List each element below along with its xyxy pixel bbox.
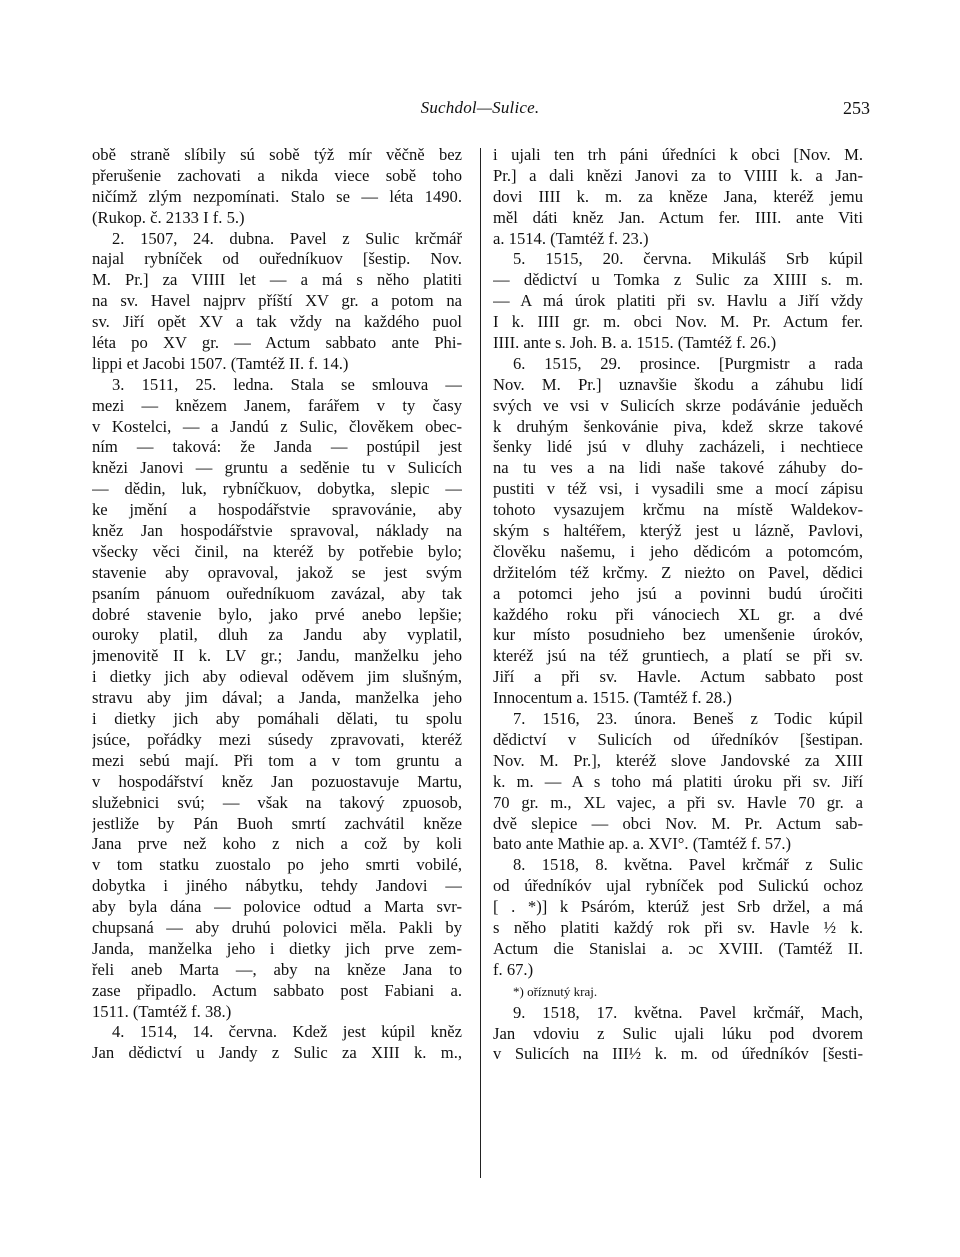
text-line: Nov. M. Pr.], kteréž slove Jandovské za XIII [493, 750, 863, 770]
column-divider [480, 148, 481, 1178]
left-column [92, 145, 462, 1064]
running-title: Suchdol—Sulice. [420, 98, 540, 117]
text-line: k. m. — A s toho má platiti úroku při sv. Jiří [493, 771, 863, 791]
text-line: aby byla dána — polovice odtud a Marta svr- [92, 897, 462, 917]
text-line: 5. 1515, 20. června. Mikuláš Srb kúpil [513, 249, 863, 269]
text-line: od úředníkóv ujal rybníček pod Sulickú ochoz [493, 876, 863, 896]
text-line: ním — taková: že Janda — postúpil jest [92, 437, 462, 457]
text-line: v Kostelci, — a Jandú z Sulic, člověkem obec- [92, 416, 462, 436]
text-line: jmenovitě II k. LV gr.; Jandu, manželku jeho [92, 646, 462, 666]
text-line: Nov. M. Pr.] uznavšie škodu a záhubu lidí [493, 374, 863, 394]
page-header [90, 98, 870, 124]
text-line: Jana prve než koho z nich a což by koli [92, 834, 462, 854]
text-line: dědictví v Sulicích od úředníkóv [šestipan. [493, 729, 863, 749]
right-column-continuation [493, 1003, 863, 1066]
text-line: sv. Jiří opět XV a tak vždy na každého puol [92, 312, 462, 332]
text-line: — dědin, luk, rybníčkuov, dobytka, slepic — [92, 479, 462, 499]
text-line: I k. IIII gr. m. obci Nov. M. Pr. Actum fer. [493, 312, 863, 332]
text-line: 7. 1516, 23. února. Beneš z Todic kúpil [513, 709, 863, 729]
text-line: kteréž jsú na též gruntiech, a platí se při sv. [493, 646, 863, 666]
right-column [493, 145, 863, 1065]
text-line: v tom statku zuostalo po jeho smrti vobilé, [92, 855, 462, 875]
text-line: člověku našemu, i jeho dědicóm a potomcóm, [493, 541, 863, 561]
text-line: mezi — knězem Janem, farářem v ty časy [92, 395, 462, 415]
text-line: stavenie aby opravoval, jakož se jest svým [92, 562, 462, 582]
text-line: — A má úrok platiti při sv. Havlu a Jiří vždy [493, 291, 863, 311]
text-line: mezi sebú mají. Při tom a v tom gruntu a [92, 750, 462, 770]
text-line: i ujali ten trh páni úředníci k obci [Nov. M. [493, 145, 863, 164]
text-line: v hospodářství kněz Jan pozuostavuje Martu, [92, 771, 462, 791]
text-line: šenky lidé jsú v dluhy zacházeli, i nechtiece [493, 437, 863, 457]
text-line: 1511. (Tamtéž f. 38.) [92, 1001, 232, 1021]
text-line: i dietky jich aby odieval oděvem jim slušným, [92, 667, 462, 687]
text-line: přerušenie zachovati a nikda viece sobě toho [92, 165, 462, 185]
text-line: Jan dědictví u Jandy z Sulic za XIII k. m., [92, 1043, 462, 1063]
text-line: 6. 1515, 29. prosince. [Purgmistr a rada [513, 353, 863, 373]
text-line: bato ante Mathie ap. a. XVI°. (Tamtéž f. 57.) [493, 834, 792, 854]
text-line: ke jmění a hospodářstvie spravovánie, aby [92, 500, 462, 520]
text-line: dobytka i jiného nábytku, tehdy Jandovi — [92, 876, 462, 896]
text-line: kněz Jan hospodářstvie spravoval, náklady na [92, 521, 462, 541]
text-line: dobré stavenie bylo, jako prvé anebo lepšie; [92, 604, 462, 624]
text-line: v Sulicích na III½ k. m. od úředníkóv [šesti- [493, 1044, 863, 1064]
text-line: 8. 1518, 8. května. Pavel krčmář z Sulic [513, 855, 863, 875]
text-line: 2. 1507, 24. dubna. Pavel z Sulic krčmář [112, 228, 462, 248]
text-line: Jan vdoviu z Sulic ujali lúku pod dvorem [493, 1023, 863, 1043]
text-line: Pr.] a dali knězi Janovi za to VIIII k. a Jan- [493, 165, 863, 185]
text-line: a potomci jeho jsú a povinni budú úročiti [493, 583, 863, 603]
text-line: svých ve vsi v Sulicích skrze podávánie jeduěch [493, 395, 863, 415]
text-line: 4. 1514, 14. června. Kdež jest kúpil kněz [112, 1022, 462, 1042]
text-line: 9. 1518, 17. května. Pavel krčmář, Mach, [513, 1002, 863, 1022]
text-line: jestliže by Pán Buoh smrtí zachvátil kněze [92, 813, 462, 833]
text-line: a. 1514. (Tamtéž f. 23.) [493, 228, 649, 248]
text-line: Actum die Stanislai a. ɔc XVIII. (Tamtéž II. [493, 938, 863, 958]
text-line: ničímž zlým nezpomínati. Stalo se — léta 1490. [92, 186, 462, 206]
text-line: všecky věci činil, na kteréž by potřebie bylo; [92, 541, 462, 561]
text-line: tohoto vysazujem krčmu na místě Waldekov- [493, 500, 863, 520]
text-line: kur místo posudnieho bez umenšenie úrokóv, [493, 625, 863, 645]
text-line: lippi et Jacobi 1507. (Tamtéž II. f. 14.) [92, 353, 349, 373]
text-line: IIII. ante s. Joh. B. a. 1515. (Tamtéž f. 26.) [493, 333, 777, 353]
text-line: psaním pánuom ouředníkuom zavázal, aby tak [92, 583, 462, 603]
text-line: zase připadlo. Actum sabbato post Fabiani a. [92, 980, 462, 1000]
text-line: měl dáti kněz Jan. Actum fer. IIII. ante Viti [493, 207, 863, 227]
text-line: dvě slepice — obci Nov. M. Pr. Actum sab- [493, 813, 863, 833]
text-line: Jiří a při sv. Havle. Actum sabbato post [493, 667, 863, 687]
text-line: na tu ves a na lidi naše takové záhuby do- [493, 458, 863, 478]
text-line: obě straně slíbily sú sobě týž mír věčně bez [92, 145, 462, 164]
text-line: jsúce, pořádky mezi súsedy zpravovati, kteréž [92, 729, 462, 749]
text-line: s něho platiti každý rok při sv. Havle ½ k. [493, 917, 863, 937]
text-line: [ . *)] k Psáróm, kterúž jest Srb držel, a má [493, 897, 863, 917]
text-line: na sv. Havel najprv příští XV gr. a potom na [92, 291, 462, 311]
page-number: 253 [843, 98, 870, 118]
text-line: knězi Janovi — gruntu a seděnie tu v Sulicích [92, 458, 462, 478]
text-line: léta po XV gr. — Actum sabbato ante Phi- [92, 333, 462, 353]
text-line: dovi IIII k. m. za kněze Jana, kteréž jemu [493, 186, 863, 206]
text-line: služebnici svú; — však na takový zpuosob, [92, 792, 462, 812]
text-line: chupsaná — aby druhú polovici měla. Pakli by [92, 917, 462, 937]
text-line: ouroky platil, dluh za Jandu aby vyplatil, [92, 625, 462, 645]
text-line: Janda, manželka jeho i dietky jich prve zem- [92, 938, 462, 958]
text-line: pustiti v též vsi, i vysadili sme a mocí zápisu [493, 479, 863, 499]
text-line: stravu aby jim dával; a Janda, manželka jeho [92, 688, 462, 708]
text-line: k druhým šenkovánie piva, kdež skrze takové [493, 416, 863, 436]
text-line: 70 gr. m., XL vajec, a při sv. Havle 70 gr. a [493, 792, 863, 812]
text-line: 3. 1511, 25. ledna. Stala se smlouva — [112, 374, 462, 394]
text-line: i dietky jich aby pomáhali dělati, tu spolu [92, 709, 462, 729]
text-line: najal rybníček od ouředníkuov [šestip. Nov. [92, 249, 462, 269]
text-line: držitelóm též krčmy. Z nieżto on Pavel, dědici [493, 562, 863, 582]
text-line: f. 67.) [493, 959, 534, 979]
text-line: řeli aneb Marta —, aby na kněze Jana to [92, 959, 462, 979]
text-line: ským s haltéřem, kterýž jest u lázně, Pavlovi, [493, 521, 863, 541]
footnote: *) oříznutý kraj. [513, 983, 598, 999]
text-line: každého roku při vánociech XL gr. a dvé [493, 604, 863, 624]
text-line: (Rukop. č. 2133 I f. 5.) [92, 207, 245, 227]
text-line: — dědictví u Tomka z Sulic za XIIII s. m. [493, 270, 863, 290]
text-line: Innocentum a. 1515. (Tamtéž f. 28.) [493, 688, 732, 708]
text-line: M. Pr.] za VIIII let — a má s něho platiti [92, 270, 462, 290]
right-column-text [493, 145, 863, 981]
